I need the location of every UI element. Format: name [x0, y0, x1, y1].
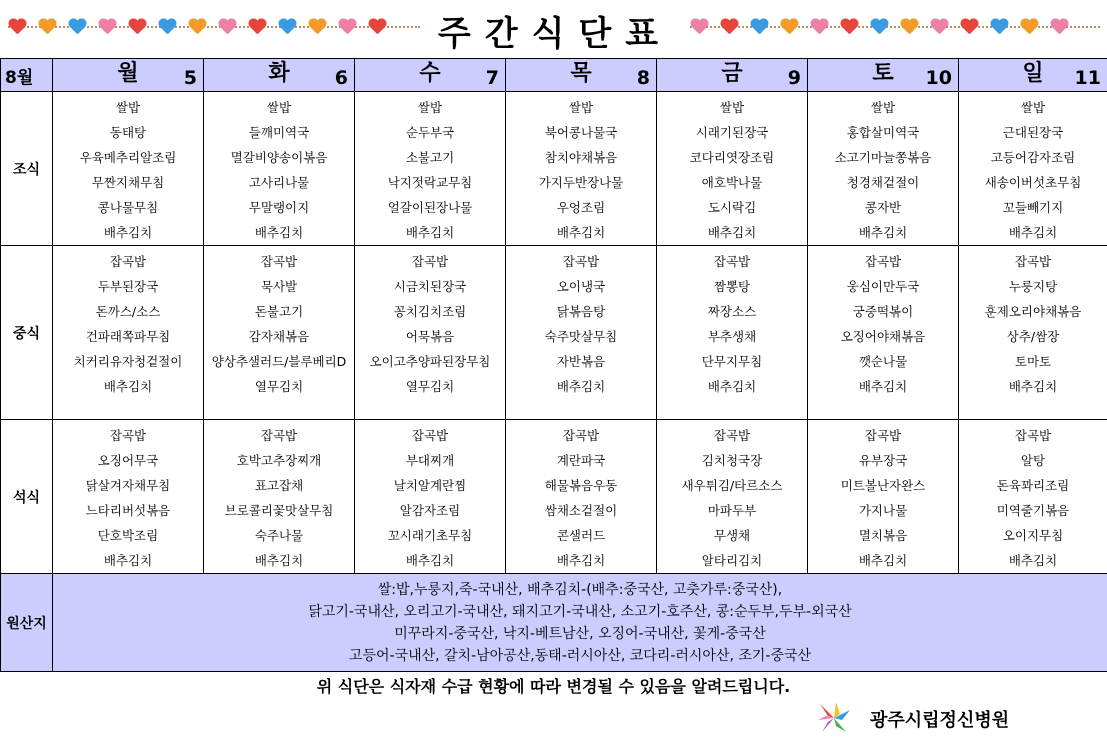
menu-item: 배추김치: [103, 553, 153, 568]
menu-item: 돈불고기: [254, 304, 304, 319]
menu-item: 훈제오리야채볶음: [984, 304, 1082, 319]
menu-item: 오이지무침: [1002, 528, 1064, 543]
heart-icon: [780, 19, 798, 35]
menu-item: 느타리버섯볶음: [85, 503, 171, 518]
menu-item: 소불고기: [405, 150, 455, 165]
heart-icon: [1050, 19, 1068, 35]
menu-item: 배추김치: [707, 225, 757, 240]
menu-item: 쌀밥: [870, 100, 896, 115]
menu-item: 짬뽕탕: [713, 279, 751, 294]
menu-item: 호박고추장찌개: [236, 453, 322, 468]
menu-item: 고사리나물: [248, 175, 310, 190]
breakfast-row: [1, 92, 1107, 246]
menu-item: 상추/쌈장: [1006, 329, 1060, 344]
menu-item: 쌈채소겉절이: [544, 503, 618, 518]
menu-item: 잡곡밥: [864, 254, 902, 269]
day-name: 월: [117, 61, 139, 86]
menu-cell: [808, 92, 959, 246]
day-date: 7: [485, 67, 499, 89]
menu-item: 배추김치: [254, 225, 304, 240]
menu-item: 배추김치: [556, 553, 606, 568]
menu-item: 알감자조림: [399, 503, 461, 518]
heart-garland-right: [690, 14, 1100, 40]
menu-item: 콩나물무침: [97, 200, 159, 215]
menu-item: 시금치된장국: [393, 279, 467, 294]
menu-item: 시래기된장국: [695, 125, 769, 140]
menu-item: 어묵볶음: [405, 329, 455, 344]
heart-icon: [960, 19, 978, 35]
menu-item: 배추김치: [556, 379, 606, 394]
day-name: 화: [268, 61, 290, 86]
origin-label: 원산지: [1, 574, 53, 672]
menu-item: 잡곡밥: [411, 254, 449, 269]
origin-line: 쌀:밥,누룽지,죽-국내산, 배추김치-(배추:중국산, 고춧가루:중국산),: [377, 581, 783, 598]
heart-icon: [690, 19, 708, 35]
menu-item: 배추김치: [858, 379, 908, 394]
menu-item: 잡곡밥: [713, 254, 751, 269]
day-header: [506, 59, 657, 92]
menu-item: 배추김치: [1008, 225, 1058, 240]
menu-item: 소고기마늘쫑볶음: [834, 150, 932, 165]
menu-item: 해물볶음우동: [544, 478, 618, 493]
menu-item: 궁중떡볶이: [852, 304, 914, 319]
menu-cell: [959, 246, 1107, 420]
menu-item: 애호박나물: [701, 175, 763, 190]
heart-icon: [308, 19, 326, 35]
heart-icon: [368, 19, 386, 35]
weekly-menu-table: [0, 58, 1107, 672]
menu-item: 마파두부: [707, 503, 757, 518]
menu-item: 잡곡밥: [864, 428, 902, 443]
menu-item: 순두부국: [405, 125, 455, 140]
menu-cell: [506, 246, 657, 420]
menu-item: 토마토: [1014, 354, 1052, 369]
change-notice: 위 식단은 식자재 수급 현황에 따라 변경될 수 있음을 알려드립니다.: [316, 677, 791, 696]
day-date: 8: [636, 67, 650, 89]
menu-item: 무생채: [713, 528, 751, 543]
menu-item: 돈까스/소스: [95, 304, 161, 319]
day-name: 수: [419, 61, 441, 86]
heart-icon: [338, 19, 356, 35]
origin-line: 미꾸라지-중국산, 낙지-베트남산, 오징어-국내산, 꽃게-중국산: [394, 625, 766, 642]
day-header-row: [1, 59, 1107, 92]
hospital-logo-icon: [816, 700, 852, 736]
menu-item: 부추생채: [707, 329, 757, 344]
heart-icon: [218, 19, 236, 35]
menu-item: 배추김치: [1008, 553, 1058, 568]
menu-item: 브로콜리꽃맛살무침: [224, 503, 334, 518]
menu-item: 잡곡밥: [713, 428, 751, 443]
menu-cell: [53, 420, 204, 574]
origin-info: [53, 574, 1107, 672]
menu-item: 새송이버섯초무침: [984, 175, 1082, 190]
menu-item: 배추김치: [254, 553, 304, 568]
menu-item: 북어콩나물국: [544, 125, 618, 140]
heart-icon: [278, 19, 296, 35]
day-date: 10: [925, 67, 952, 89]
menu-item: 배추김치: [858, 225, 908, 240]
heart-icon: [870, 19, 888, 35]
menu-item: 청경채겉절이: [846, 175, 920, 190]
menu-item: 고등어감자조림: [990, 150, 1076, 165]
menu-item: 두부된장국: [97, 279, 159, 294]
menu-item: 도시락김: [707, 200, 757, 215]
menu-item: 돈육꽈리조림: [996, 478, 1070, 493]
heart-icon: [750, 19, 768, 35]
heart-icon: [720, 19, 738, 35]
menu-cell: [657, 246, 808, 420]
menu-item: 배추김치: [405, 553, 455, 568]
menu-item: 자반볶음: [556, 354, 606, 369]
menu-item: 들깨미역국: [248, 125, 310, 140]
menu-item: 묵사발: [260, 279, 298, 294]
menu-item: 참치야채볶음: [544, 150, 618, 165]
menu-item: 쌀밥: [568, 100, 594, 115]
menu-cell: [204, 246, 355, 420]
heart-icon: [8, 19, 26, 35]
menu-item: 유부장국: [858, 453, 908, 468]
menu-item: 오이고추양파된장무침: [369, 354, 491, 369]
menu-item: 콘샐러드: [556, 528, 606, 543]
menu-item: 미역줄기볶음: [996, 503, 1070, 518]
menu-item: 감자채볶음: [248, 329, 310, 344]
menu-item: 양상추샐러드/블루베리D: [211, 354, 347, 369]
menu-item: 쌀밥: [1020, 100, 1046, 115]
menu-item: 우육메추리알조림: [79, 150, 177, 165]
heart-icon: [1020, 19, 1038, 35]
menu-item: 배추김치: [858, 553, 908, 568]
menu-cell: [959, 420, 1107, 574]
menu-cell: [355, 246, 506, 420]
day-header: [53, 59, 204, 92]
menu-item: 우엉조림: [556, 200, 606, 215]
menu-item: 잡곡밥: [562, 254, 600, 269]
menu-item: 알타리김치: [701, 553, 763, 568]
day-name: 일: [1022, 61, 1044, 86]
menu-item: 무말랭이지: [248, 200, 310, 215]
dinner-row: [1, 420, 1107, 574]
menu-item: 잡곡밥: [109, 428, 147, 443]
menu-item: 잡곡밥: [1014, 428, 1052, 443]
menu-item: 쌀밥: [719, 100, 745, 115]
heart-icon: [98, 19, 116, 35]
menu-item: 계란파국: [556, 453, 606, 468]
menu-cell: [355, 92, 506, 246]
heart-icon: [990, 19, 1008, 35]
menu-item: 멸치볶음: [858, 528, 908, 543]
day-header: [355, 59, 506, 92]
menu-item: 동태탕: [109, 125, 147, 140]
menu-cell: [959, 92, 1107, 246]
menu-item: 얼갈이된장나물: [387, 200, 473, 215]
day-header: [959, 59, 1107, 92]
menu-item: 오징어무국: [97, 453, 159, 468]
heart-icon: [840, 19, 858, 35]
heart-icon: [68, 19, 86, 35]
menu-item: 표고잡채: [254, 478, 304, 493]
day-name: 목: [570, 61, 592, 86]
menu-item: 배추김치: [103, 225, 153, 240]
menu-item: 단호박조림: [97, 528, 159, 543]
menu-cell: [204, 420, 355, 574]
meal-label-lunch: 중식: [1, 246, 53, 420]
menu-item: 콩자반: [864, 200, 902, 215]
menu-item: 깻순나물: [858, 354, 908, 369]
meal-label-dinner: 석식: [1, 420, 53, 574]
day-header: [204, 59, 355, 92]
menu-item: 멸갈비양송이볶음: [230, 150, 328, 165]
day-date: 11: [1074, 67, 1101, 89]
menu-item: 짜장소스: [707, 304, 757, 319]
day-header: [657, 59, 808, 92]
heart-icon: [810, 19, 828, 35]
menu-item: 치커리유자청겉절이: [73, 354, 183, 369]
menu-item: 가지나물: [858, 503, 908, 518]
menu-item: 쌀밥: [266, 100, 292, 115]
menu-item: 배추김치: [405, 225, 455, 240]
menu-cell: [53, 246, 204, 420]
origin-row: [1, 574, 1107, 672]
menu-item: 코다리엿장조림: [689, 150, 775, 165]
menu-item: 닭살겨자채무침: [85, 478, 171, 493]
menu-item: 알탕: [1020, 453, 1046, 468]
menu-cell: [355, 420, 506, 574]
heart-icon: [930, 19, 948, 35]
menu-item: 열무김치: [405, 379, 455, 394]
heart-icon: [900, 19, 918, 35]
menu-item: 잡곡밥: [260, 254, 298, 269]
menu-item: 잡곡밥: [1014, 254, 1052, 269]
heart-icon: [38, 19, 56, 35]
menu-cell: [808, 246, 959, 420]
lunch-row: [1, 246, 1107, 420]
menu-item: 잡곡밥: [562, 428, 600, 443]
menu-item: 새우튀김/타르소스: [681, 478, 783, 493]
heart-garland-left: [8, 14, 420, 40]
day-date: 9: [787, 67, 801, 89]
menu-item: 배추김치: [556, 225, 606, 240]
menu-item: 배추김치: [103, 379, 153, 394]
menu-item: 미트볼난자완스: [840, 478, 926, 493]
menu-item: 닭볶음탕: [556, 304, 606, 319]
menu-item: 숙주나물: [254, 528, 304, 543]
menu-item: 무짠지채무침: [91, 175, 165, 190]
menu-cell: [506, 420, 657, 574]
heart-icon: [158, 19, 176, 35]
menu-item: 열무김치: [254, 379, 304, 394]
heart-icon: [188, 19, 206, 35]
menu-item: 숙주맛살무침: [544, 329, 618, 344]
menu-item: 날치알계란찜: [393, 478, 467, 493]
heart-icon: [248, 19, 266, 35]
month-label: 8월: [1, 59, 53, 92]
meal-label-breakfast: 조식: [1, 92, 53, 246]
menu-cell: [808, 420, 959, 574]
menu-item: 근대된장국: [1002, 125, 1064, 140]
menu-item: 잡곡밥: [411, 428, 449, 443]
menu-item: 꼬시래기초무침: [387, 528, 473, 543]
menu-item: 꼬들빼기지: [1002, 200, 1064, 215]
menu-item: 배추김치: [707, 379, 757, 394]
origin-line: 고등어-국내산, 갈치-남아공산,동태-러시아산, 코다리-러시아산, 조기-중국산: [348, 647, 812, 664]
menu-item: 쌀밥: [115, 100, 141, 115]
menu-item: 잡곡밥: [260, 428, 298, 443]
menu-item: 잡곡밥: [109, 254, 147, 269]
menu-item: 배추김치: [1008, 379, 1058, 394]
menu-item: 김치청국장: [701, 453, 763, 468]
day-date: 5: [183, 67, 197, 89]
menu-item: 부대찌개: [405, 453, 455, 468]
menu-item: 단무지무침: [701, 354, 763, 369]
day-name: 토: [872, 61, 894, 86]
origin-line: 닭고기-국내산, 오리고기-국내산, 돼지고기-국내산, 소고기-호주산, 콩:순두부,두부-외국산: [308, 603, 852, 620]
day-date: 6: [334, 67, 348, 89]
menu-item: 낙지젓락교무침: [387, 175, 473, 190]
menu-item: 홍합살미역국: [846, 125, 920, 140]
title-banner: [0, 0, 1107, 52]
menu-cell: [657, 420, 808, 574]
menu-cell: [53, 92, 204, 246]
page-title: 주간식단표: [437, 14, 673, 54]
menu-item: 쌀밥: [417, 100, 443, 115]
day-name: 금: [721, 61, 743, 86]
menu-item: 가지두반장나물: [538, 175, 624, 190]
heart-icon: [128, 19, 146, 35]
menu-item: 꽁치김치조림: [393, 304, 467, 319]
menu-cell: [204, 92, 355, 246]
hospital-name: 광주시립정신병원: [870, 710, 1010, 731]
menu-cell: [506, 92, 657, 246]
menu-item: 웅심이만두국: [846, 279, 920, 294]
menu-item: 오징어야채볶음: [840, 329, 926, 344]
menu-cell: [657, 92, 808, 246]
day-header: [808, 59, 959, 92]
menu-item: 누룽지탕: [1008, 279, 1058, 294]
menu-item: 오이냉국: [556, 279, 606, 294]
menu-item: 건파래쪽파무침: [85, 329, 171, 344]
